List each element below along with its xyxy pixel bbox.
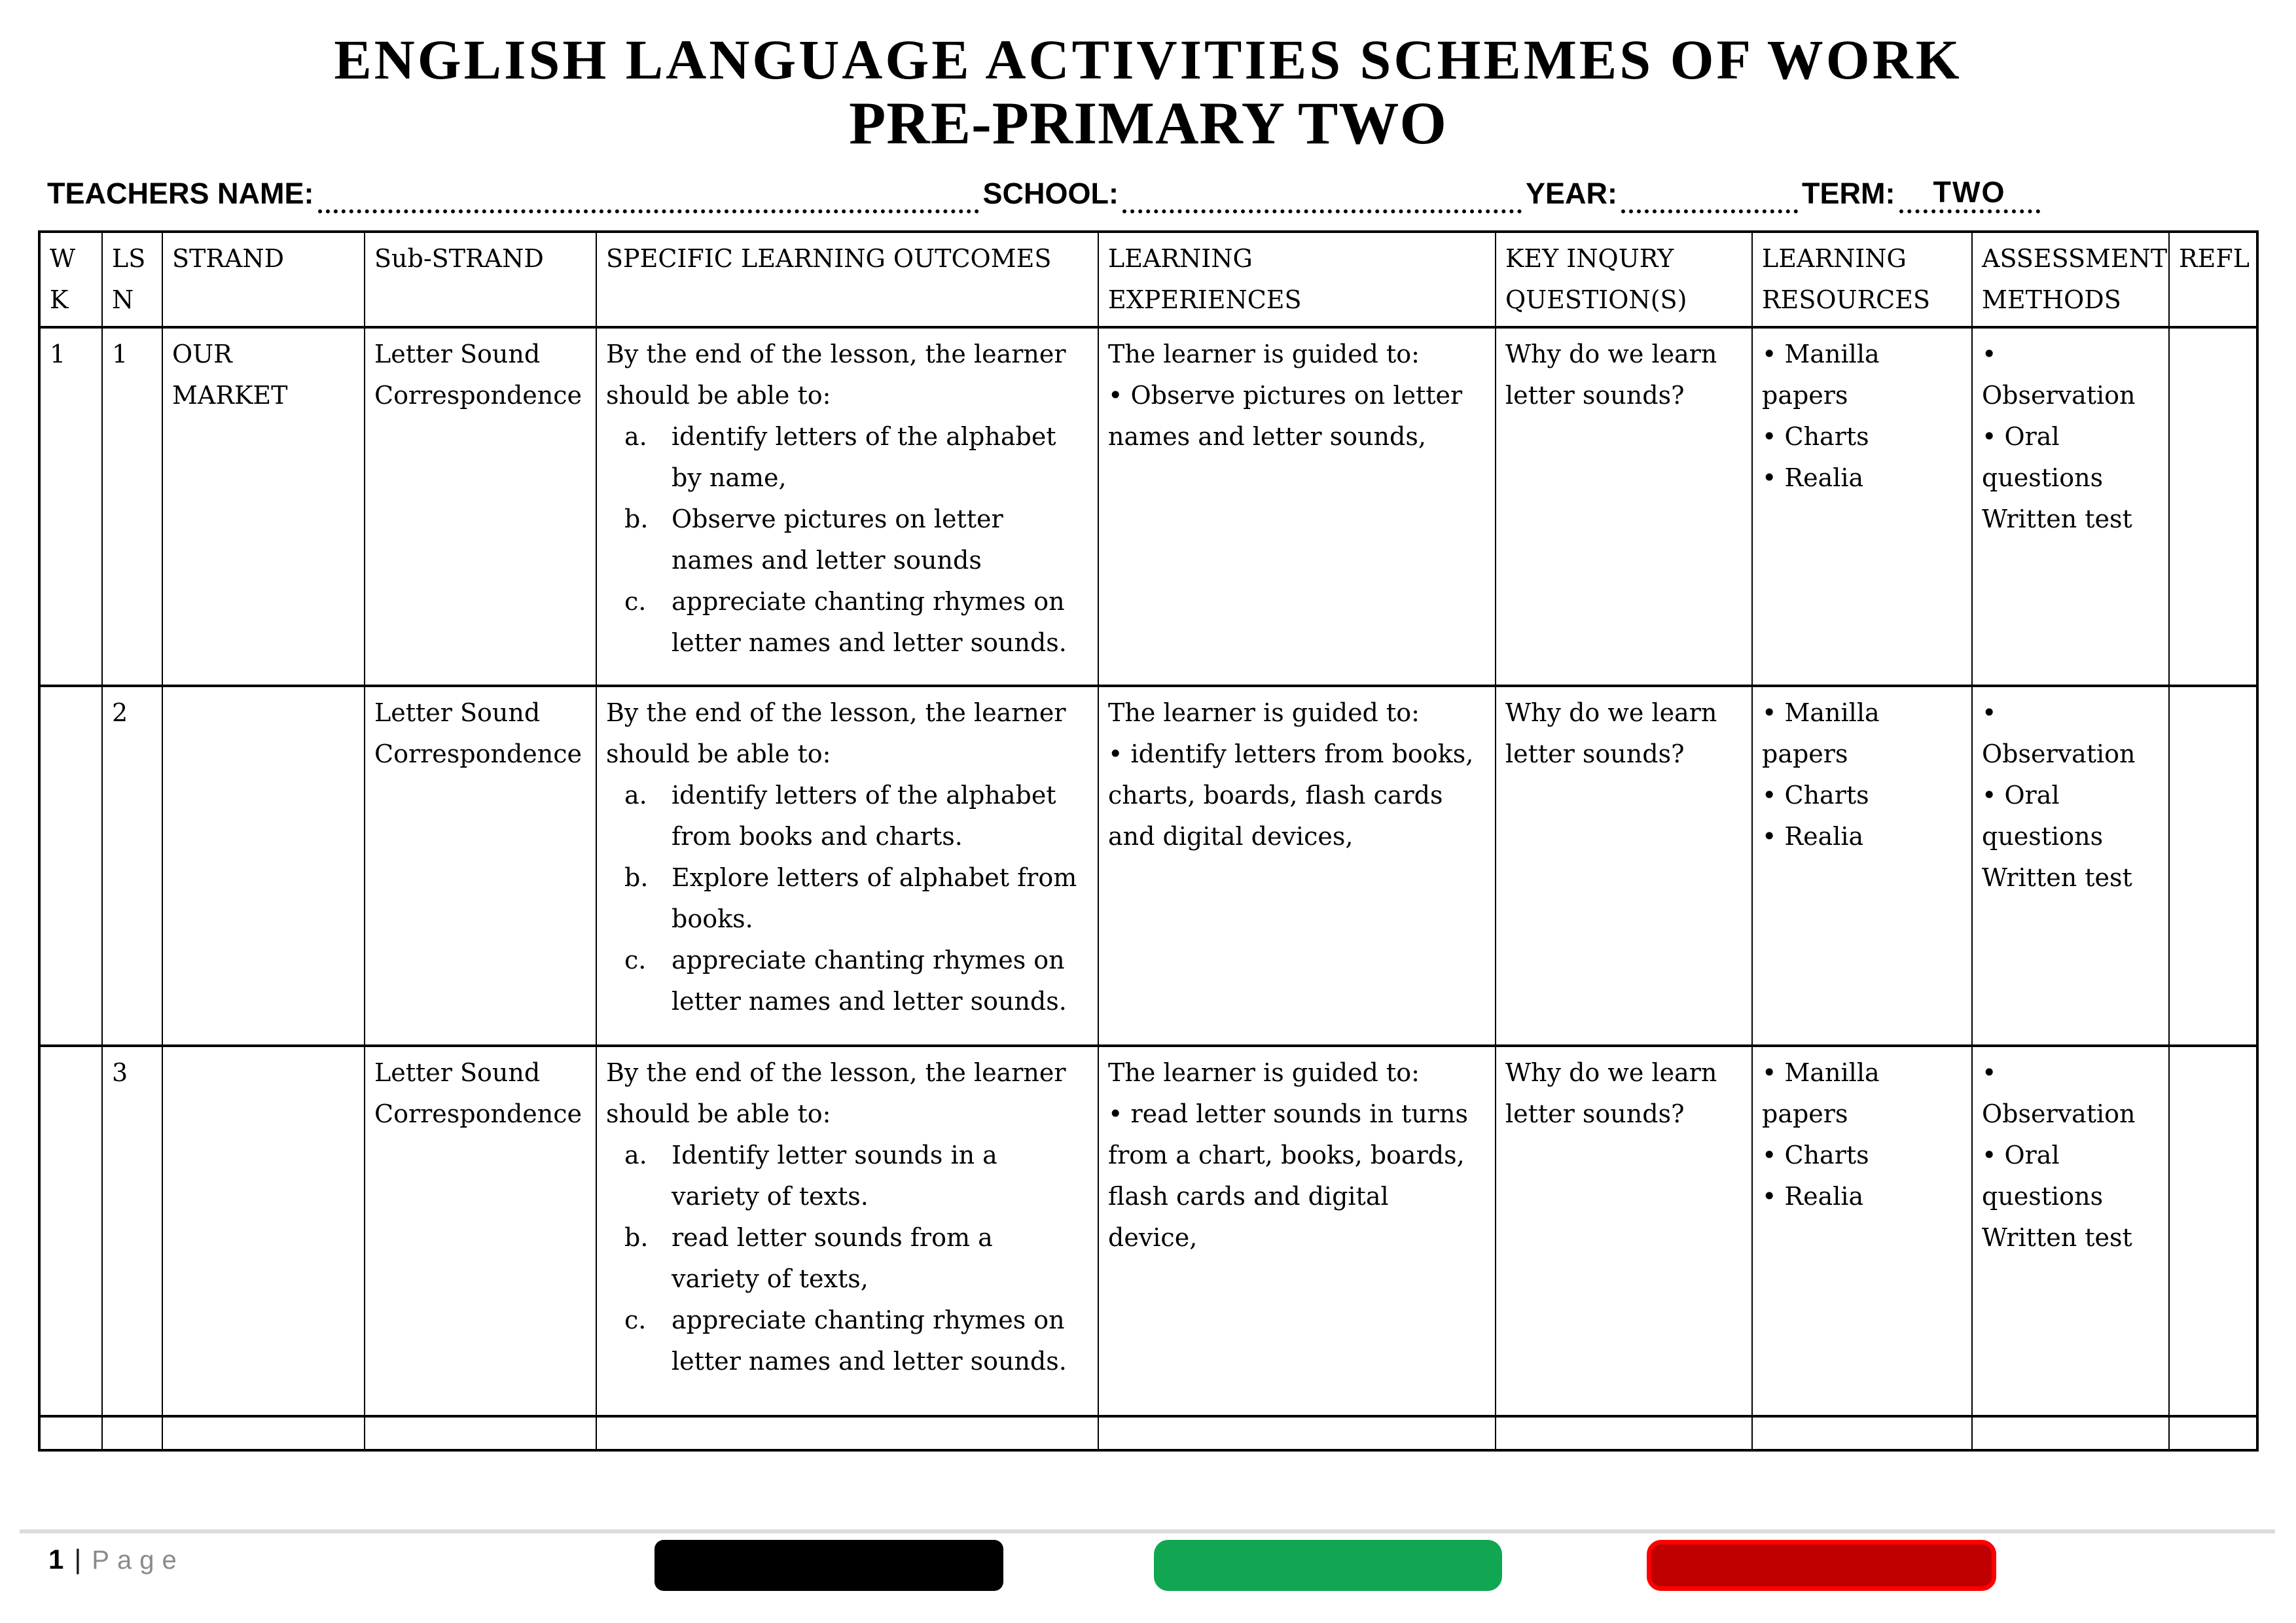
page-footer bbox=[0, 1529, 2296, 1623]
table-header-row bbox=[39, 232, 2257, 327]
term-label: TERM: bbox=[1802, 177, 1895, 211]
header-cell-wk: W K bbox=[39, 232, 102, 327]
outcome-item: c. appreciate chanting rhymes on letter names and letter sounds. bbox=[624, 587, 1067, 658]
cell-inquiry: Why do we learn letter sounds? bbox=[1496, 327, 1752, 686]
cell-inquiry bbox=[1496, 1416, 1752, 1450]
teacher-name-label: TEACHERS NAME: bbox=[47, 177, 314, 211]
school-blank[interactable] bbox=[1122, 175, 1522, 213]
header-cell-resources: LEARNING RESOURCES bbox=[1752, 232, 1972, 327]
header-cell-substrand: Sub-STRAND bbox=[365, 232, 596, 327]
page-number-separator: | bbox=[74, 1544, 82, 1575]
header-cell-lsn: LS N bbox=[102, 232, 162, 327]
page-number bbox=[48, 1544, 185, 1575]
cell-lsn: 1 bbox=[102, 327, 162, 686]
cell-strand: OUR MARKET bbox=[162, 327, 365, 686]
meta-line bbox=[47, 175, 2249, 213]
school-label: SCHOOL: bbox=[982, 177, 1119, 211]
cell-lsn: 3 bbox=[102, 1046, 162, 1416]
term-blank[interactable] bbox=[1899, 175, 2040, 213]
cell-lsn: 2 bbox=[102, 686, 162, 1046]
cell-refl bbox=[2169, 327, 2257, 686]
table-row-lesson-2 bbox=[39, 686, 2257, 1046]
term-value: TWO bbox=[1933, 175, 2006, 209]
cell-assessment bbox=[1972, 1416, 2169, 1450]
footer-bar-green bbox=[1154, 1540, 1502, 1591]
cell-resources bbox=[1752, 1416, 1972, 1450]
outcome-item: a. Identify letter sounds in a variety of texts. bbox=[624, 1141, 997, 1211]
cell-resources: • Manilla papers • Charts • Realia bbox=[1752, 686, 1972, 1046]
document-title: ENGLISH LANGUAGE ACTIVITIES SCHEMES OF WORK bbox=[334, 28, 1962, 91]
outcome-item: b. Explore letters of alphabet from books. bbox=[624, 863, 1077, 934]
cell-experiences bbox=[1098, 1416, 1496, 1450]
table-row-empty bbox=[39, 1416, 2257, 1450]
outcome-item: b. Observe pictures on letter names and letter sounds bbox=[624, 505, 1003, 575]
cell-experiences: The learner is guided to: • identify letters from books, charts, boards, flash cards and digital devices, bbox=[1098, 686, 1496, 1046]
cell-strand bbox=[162, 1416, 365, 1450]
cell-wk bbox=[39, 686, 102, 1046]
cell-inquiry: Why do we learn letter sounds? bbox=[1496, 686, 1752, 1046]
outcome-item: c. appreciate chanting rhymes on letter names and letter sounds. bbox=[624, 1306, 1067, 1376]
table-row-lesson-3 bbox=[39, 1046, 2257, 1416]
cell-assessment: • Observation • Oral questions Written test bbox=[1972, 327, 2169, 686]
cell-assessment: • Observation • Oral questions Written test bbox=[1972, 686, 2169, 1046]
year-blank[interactable] bbox=[1621, 175, 1798, 213]
outcome-item: c. appreciate chanting rhymes on letter names and letter sounds. bbox=[624, 946, 1067, 1016]
cell-substrand bbox=[365, 1416, 596, 1450]
cell-assessment: • Observation • Oral questions Written test bbox=[1972, 1046, 2169, 1416]
cell-wk bbox=[39, 1046, 102, 1416]
cell-refl bbox=[2169, 1046, 2257, 1416]
outcome-item: a. identify letters of the alphabet by name, bbox=[624, 422, 1056, 493]
table-row-lesson-1 bbox=[39, 327, 2257, 686]
cell-refl bbox=[2169, 1416, 2257, 1450]
cell-experiences: The learner is guided to: • read letter sounds in turns from a chart, books, boards, flash cards and digital device, bbox=[1098, 1046, 1496, 1416]
footer-bar-red bbox=[1647, 1540, 1996, 1591]
header-cell-strand: STRAND bbox=[162, 232, 365, 327]
cell-lsn bbox=[102, 1416, 162, 1450]
header-cell-experiences: LEARNING EXPERIENCES bbox=[1098, 232, 1496, 327]
cell-resources: • Manilla papers • Charts • Realia bbox=[1752, 327, 1972, 686]
cell-outcomes: By the end of the lesson, the learner should be able to: a. Identify letter sounds in a variety of texts. b. read letter sounds from a variety of texts, c. appreciate chanting rhymes on letter names and letter sounds. bbox=[596, 1046, 1098, 1416]
teacher-name-blank[interactable] bbox=[318, 175, 979, 213]
page-number-value: 1 bbox=[48, 1544, 64, 1575]
outcome-item: a. identify letters of the alphabet from books and charts. bbox=[624, 781, 1056, 851]
cell-inquiry: Why do we learn letter sounds? bbox=[1496, 1046, 1752, 1416]
outcome-item: b. read letter sounds from a variety of texts, bbox=[624, 1223, 993, 1294]
cell-wk bbox=[39, 1416, 102, 1450]
page-number-label: Page bbox=[92, 1546, 185, 1575]
header-cell-assessment: ASSESSMENT METHODS bbox=[1972, 232, 2169, 327]
header-cell-inquiry: KEY INQURY QUESTION(S) bbox=[1496, 232, 1752, 327]
cell-strand bbox=[162, 1046, 365, 1416]
cell-substrand: Letter Sound Correspondence bbox=[365, 686, 596, 1046]
cell-substrand: Letter Sound Correspondence bbox=[365, 1046, 596, 1416]
schemes-of-work-table bbox=[38, 230, 2259, 1452]
header-cell-outcomes: SPECIFIC LEARNING OUTCOMES bbox=[596, 232, 1098, 327]
cell-refl bbox=[2169, 686, 2257, 1046]
footer-divider bbox=[20, 1529, 2275, 1533]
cell-experiences: The learner is guided to: • Observe pictures on letter names and letter sounds, bbox=[1098, 327, 1496, 686]
document-subtitle: PRE-PRIMARY TWO bbox=[849, 90, 1447, 157]
cell-substrand: Letter Sound Correspondence bbox=[365, 327, 596, 686]
cell-outcomes bbox=[596, 1416, 1098, 1450]
year-label: YEAR: bbox=[1526, 177, 1618, 211]
cell-outcomes: By the end of the lesson, the learner should be able to: a. identify letters of the alphabet by name, b. Observe pictures on letter names and letter sounds c. appreciate chanting rhymes on letter names and letter sounds. bbox=[596, 327, 1098, 686]
header-cell-refl: REFL bbox=[2169, 232, 2257, 327]
cell-strand bbox=[162, 686, 365, 1046]
footer-bar-black bbox=[655, 1540, 1003, 1591]
cell-wk: 1 bbox=[39, 327, 102, 686]
cell-resources: • Manilla papers • Charts • Realia bbox=[1752, 1046, 1972, 1416]
cell-outcomes: By the end of the lesson, the learner should be able to: a. identify letters of the alphabet from books and charts. b. Explore letters of alphabet from books. c. appreciate chanting rhymes on letter names and letter sounds. bbox=[596, 686, 1098, 1046]
